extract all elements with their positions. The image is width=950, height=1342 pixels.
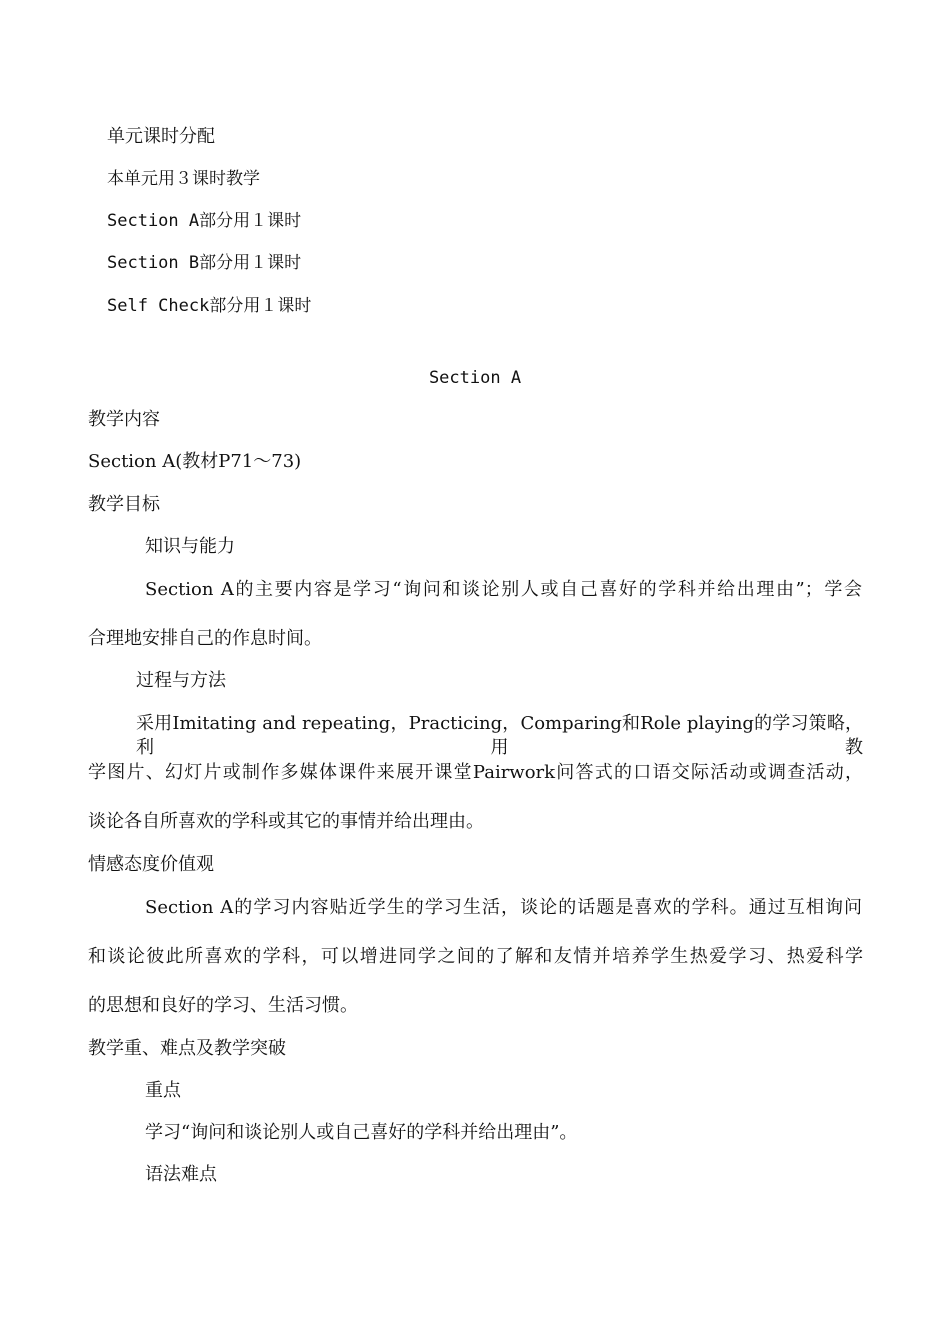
values-heading: 情感态度价值观 [88, 854, 214, 875]
grammar-heading: 语法难点 [145, 1164, 217, 1185]
process-line-3: 谈论各自所喜欢的学科或其它的事情并给出理由。 [88, 811, 484, 832]
values-line-1: Section A的学习内容贴近学生的学习生活，谈论的话题是喜欢的学科。通过互相询问 [145, 897, 862, 918]
allocation-section-b: Section B部分用１课时 [107, 253, 302, 273]
knowledge-heading: 知识与能力 [145, 536, 235, 557]
values-line-2: 和谈论彼此所喜欢的学科，可以增进同学之间的了解和友情并培养学生热爱学习、热爱科学 [88, 946, 863, 967]
process-heading: 过程与方法 [136, 670, 226, 691]
teaching-content-text: Section A(教材P71～73) [88, 451, 302, 472]
knowledge-line-2: 合理地安排自己的作息时间。 [88, 628, 322, 649]
values-line-3: 的思想和良好的学习、生活习惯。 [88, 995, 358, 1016]
allocation-self-check: Self Check部分用１课时 [107, 296, 312, 316]
allocation-heading: 单元课时分配 [107, 126, 215, 147]
allocation-total: 本单元用３课时教学 [107, 169, 260, 189]
focus-text: 学习“询问和谈论别人或自己喜好的学科并给出理由”。 [145, 1122, 578, 1143]
teaching-content-heading: 教学内容 [88, 409, 160, 430]
process-line-2: 学图片、幻灯片或制作多媒体课件来展开课堂Pairwork问答式的口语交际活动或调查活动， [88, 762, 863, 783]
allocation-section-a: Section A部分用１课时 [107, 211, 302, 231]
focus-heading: 重点 [145, 1080, 181, 1101]
teaching-goals-heading: 教学目标 [88, 494, 160, 515]
process-line-1: 采用Imitating and repeating，Practicing，Comparing和Role playing的学习策略，利用教 [136, 713, 863, 758]
section-title: Section A [428, 368, 522, 388]
key-points-heading: 教学重、难点及教学突破 [88, 1038, 286, 1059]
knowledge-line-1: Section A的主要内容是学习“询问和谈论别人或自己喜好的学科并给出理由”；学会 [145, 579, 862, 600]
